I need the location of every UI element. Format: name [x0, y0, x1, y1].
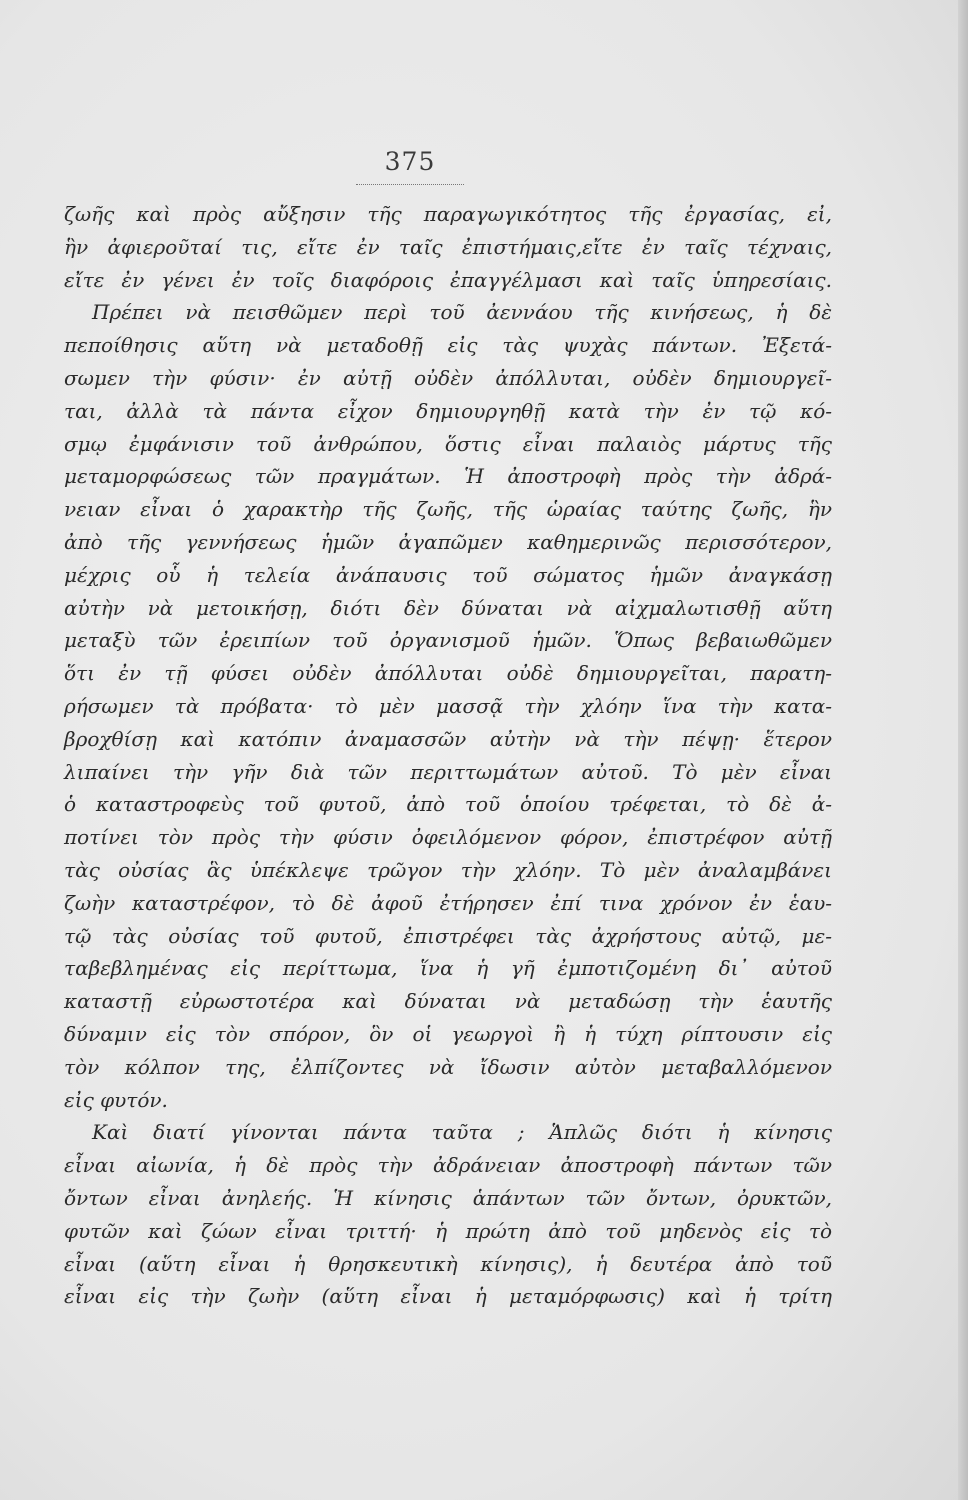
page-number-rule	[356, 184, 464, 185]
text-line: ποτίνει τὸν πρὸς τὴν φύσιν ὀφειλόμενον φόρον, ἐπιστρέφον αὐτῇ	[64, 825, 832, 850]
text-line: βροχθίσῃ καὶ κατόπιν ἀναμασσῶν αὐτὴν νὰ τὴν πέψῃ· ἕτερον	[64, 726, 832, 751]
text-line: σωμεν τὴν φύσιν· ἐν αὐτῇ οὐδὲν ἀπόλλυται, οὐδὲν δημιουργεῖ-	[64, 365, 832, 390]
text-line: εἶναι αἰωνία, ἡ δὲ πρὸς τὴν ἀδράνειαν ἀποστροφὴ πάντων τῶν	[64, 1153, 832, 1178]
text-line: φυτῶν καὶ ζώων εἶναι τριττή· ἡ πρώτη ἀπὸ τοῦ μηδενὸς εἰς τὸ	[64, 1218, 832, 1243]
page-edge-shadow	[958, 0, 968, 1500]
text-line: ζωὴν καταστρέφον, τὸ δὲ ἀφοῦ ἐτήρησεν ἐπί τινα χρόνον ἐν ἑαυ-	[64, 890, 832, 915]
text-line: ταβεβλημένας εἰς περίττωμα, ἵνα ἡ γῆ ἐμποτιζομένη δι᾽ αὐτοῦ	[64, 956, 832, 981]
page-number: 375	[384, 147, 436, 176]
text-line: εἶναι (αὕτη εἶναι ἡ θρησκευτικὴ κίνησις), ἡ δευτέρα ἀπὸ τοῦ	[64, 1251, 832, 1276]
text-line: λιπαίνει τὴν γῆν διὰ τῶν περιττωμάτων αὐτοῦ. Τὸ μὲν εἶναι	[64, 759, 832, 784]
text-line: ὁ καταστροφεὺς τοῦ φυτοῦ, ἀπὸ τοῦ ὁποίου τρέφεται, τὸ δὲ ἀ-	[64, 792, 832, 817]
text-line: τὰς οὐσίας ἃς ὑπέκλεψε τρῶγον τὴν χλόην. Τὸ μὲν ἀναλαμβάνει	[64, 857, 832, 882]
text-line: δύναμιν εἰς τὸν σπόρον, ὃν οἱ γεωργοὶ ἢ ἡ τύχη ρίπτουσιν εἰς	[64, 1021, 832, 1046]
text-line: μέχρις οὗ ἡ τελεία ἀνάπαυσις τοῦ σώματος ἡμῶν ἀναγκάσῃ	[64, 562, 832, 587]
text-line: πεποίθησις αὕτη νὰ μεταδοθῇ εἰς τὰς ψυχὰς πάντων. Ἐξετά-	[64, 333, 832, 358]
text-line: εἰς φυτόν.	[64, 1087, 168, 1112]
text-line: τῷ τὰς οὐσίας τοῦ φυτοῦ, ἐπιστρέφει τὰς ἀχρήστους αὐτῷ, με-	[64, 923, 832, 948]
text-line: μεταμορφώσεως τῶν πραγμάτων. Ἡ ἀποστροφὴ πρὸς τὴν ἀδρά-	[64, 464, 832, 489]
text-line: σμῳ ἐμφάνισιν τοῦ ἀνθρώπου, ὅστις εἶναι παλαιὸς μάρτυς τῆς	[64, 431, 832, 456]
text-line: καταστῇ εὐρωστοτέρα καὶ δύναται νὰ μεταδώσῃ τὴν ἑαυτῆς	[64, 989, 832, 1014]
text-line: εἴτε ἐν γένει ἐν τοῖς διαφόροις ἐπαγγέλμασι καὶ ταῖς ὑπηρεσίαις.	[64, 267, 832, 292]
text-line: τὸν κόλπον της, ἐλπίζοντες νὰ ἴδωσιν αὐτὸν μεταβαλλόμενον	[64, 1054, 832, 1079]
body-text	[64, 198, 832, 1313]
text-line: ὄντων εἶναι ἀνηλεής. Ἡ κίνησις ἁπάντων τῶν ὄντων, ὀρυκτῶν,	[64, 1185, 832, 1210]
text-line: Καὶ διατί γίνονται πάντα ταῦτα ; Ἁπλῶς διότι ἡ κίνησις	[92, 1120, 832, 1145]
text-line: ἀπὸ τῆς γεννήσεως ἡμῶν ἀγαπῶμεν καθημερινῶς περισσότερον,	[64, 529, 832, 554]
text-line: αὐτὴν νὰ μετοικήσῃ, διότι δὲν δύναται νὰ αἰχμαλωτισθῇ αὕτη	[64, 595, 832, 620]
text-line: μεταξὺ τῶν ἐρειπίων τοῦ ὀργανισμοῦ ἡμῶν. Ὅπως βεβαιωθῶμεν	[64, 628, 832, 653]
text-line: ται, ἀλλὰ τὰ πάντα εἶχον δημιουργηθῇ κατὰ τὴν ἐν τῷ κό-	[64, 398, 832, 423]
text-line: εἶναι εἰς τὴν ζωὴν (αὕτη εἶναι ἡ μεταμόρφωσις) καὶ ἡ τρίτη	[64, 1284, 832, 1309]
text-line: ὅτι ἐν τῇ φύσει οὐδὲν ἀπόλλυται οὐδὲ δημιουργεῖται, παρατη-	[64, 661, 832, 686]
text-line: ζωῆς καὶ πρὸς αὔξησιν τῆς παραγωγικότητος τῆς ἐργασίας, εἰ,	[64, 202, 832, 226]
text-line: ἣν ἀφιεροῦταί τις, εἴτε ἐν ταῖς ἐπιστήμαις,εἴτε ἐν ταῖς τέχναις,	[64, 234, 832, 259]
text-line: Πρέπει νὰ πεισθῶμεν περὶ τοῦ ἀεννάου τῆς κινήσεως, ἡ δὲ	[92, 300, 832, 325]
text-line: ρήσωμεν τὰ πρόβατα· τὸ μὲν μασσᾷ τὴν χλόην ἵνα τὴν κατα-	[64, 693, 832, 718]
text-line: νειαν εἶναι ὁ χαρακτὴρ τῆς ζωῆς, τῆς ὡραίας ταύτης ζωῆς, ἣν	[64, 497, 832, 522]
